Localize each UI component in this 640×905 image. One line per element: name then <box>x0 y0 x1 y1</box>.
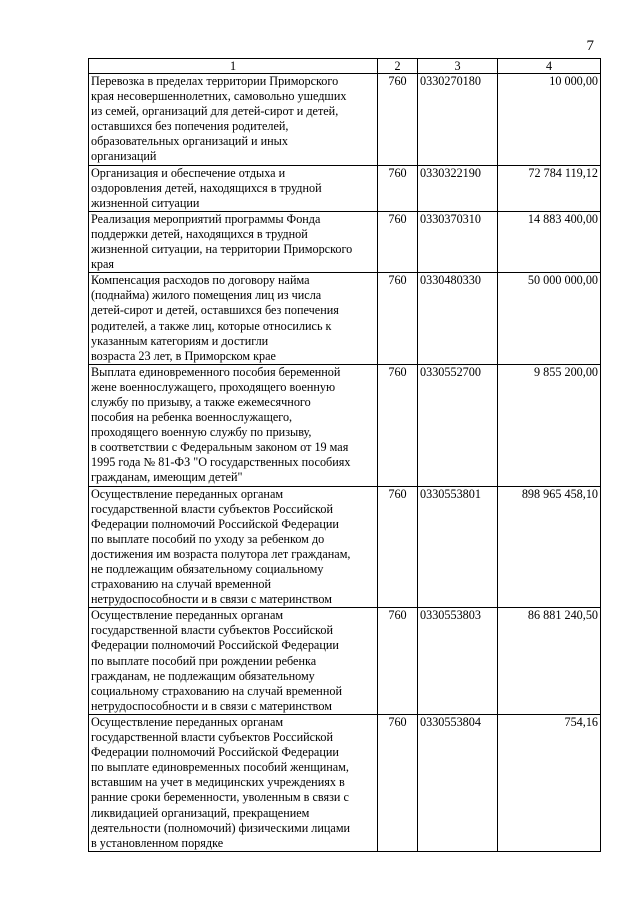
row-description-line: в соответствии с Федеральным законом от 19 мая <box>91 440 349 455</box>
table-row <box>89 714 601 851</box>
row-description-line: организаций <box>91 149 157 164</box>
row-description-line: 1995 года № 81-ФЗ "О государственных пособиях <box>91 455 351 470</box>
table-row <box>89 486 601 608</box>
column-header-amount: 4 <box>498 59 601 74</box>
row-description-line: вставшим на учет в медицинских учреждениях в <box>91 775 345 790</box>
row-department-code: 760 <box>378 74 418 166</box>
row-description <box>89 486 378 608</box>
row-description-line: Федерации полномочий Российской Федерации <box>91 745 339 760</box>
row-amount: 86 881 240,50 <box>498 608 601 715</box>
table-row <box>89 211 601 272</box>
row-description-line: Выплата единовременного пособия беременной <box>91 364 341 379</box>
row-description-line: Осуществление переданных органам <box>91 714 284 729</box>
row-description-line: социальному страхованию на случай временной <box>91 683 342 698</box>
row-description-line: из семей, организаций для детей-сирот и детей, <box>91 104 339 119</box>
row-description-line: проходящего военную службу по призыву, <box>91 425 312 440</box>
table-row <box>89 364 601 486</box>
row-description-line: указанным категориям и достигли <box>91 333 269 348</box>
row-amount: 754,16 <box>498 714 601 851</box>
row-description-line: в установленном порядке <box>91 835 224 850</box>
table-row <box>89 608 601 715</box>
row-target-code: 0330552700 <box>418 364 498 486</box>
row-description-line: края несовершеннолетних, самовольно ушедших <box>91 89 347 104</box>
row-description-line: страхованию на случай временной <box>91 577 272 592</box>
row-amount: 14 883 400,00 <box>498 211 601 272</box>
row-description-line: родителей, а также лиц, которые относились к <box>91 318 332 333</box>
row-description-line: Организация и обеспечение отдыха и <box>91 165 286 180</box>
table-row <box>89 74 601 166</box>
table-header-row <box>89 59 601 74</box>
row-description-line: по выплате пособий по уходу за ребенком до <box>91 531 325 546</box>
column-header-department: 2 <box>378 59 418 74</box>
row-target-code: 0330553803 <box>418 608 498 715</box>
row-department-code: 760 <box>378 364 418 486</box>
row-description <box>89 714 378 851</box>
row-description-line: Перевозка в пределах территории Приморского <box>91 74 339 88</box>
row-description-line: Компенсация расходов по договору найма <box>91 273 310 288</box>
row-description-line: возраста 23 лет, в Приморском крае <box>91 348 276 363</box>
table-row <box>89 165 601 211</box>
row-description-line: жизненной ситуации <box>91 195 200 210</box>
budget-table <box>88 58 601 852</box>
row-amount: 72 784 119,12 <box>498 165 601 211</box>
row-description-line: оздоровления детей, находящихся в трудной <box>91 180 322 195</box>
row-description-line: (поднайма) жилого помещения лиц из числа <box>91 288 322 303</box>
row-department-code: 760 <box>378 165 418 211</box>
row-description-line: края <box>91 257 115 272</box>
row-target-code: 0330270180 <box>418 74 498 166</box>
row-description-line: государственной власти субъектов Российской <box>91 730 333 745</box>
row-amount: 9 855 200,00 <box>498 364 601 486</box>
row-department-code: 760 <box>378 486 418 608</box>
row-description-line: поддержки детей, находящихся в трудной <box>91 226 308 241</box>
row-description-line: службу по призыву, а также ежемесячного <box>91 394 311 409</box>
row-description-line: нетрудоспособности и в связи с материнством <box>91 698 332 713</box>
row-description <box>89 273 378 365</box>
row-description-line: образовательных организаций и иных <box>91 134 288 149</box>
row-description-line: по выплате единовременных пособий женщинам, <box>91 760 349 775</box>
row-description-line: детей-сирот и детей, оставшихся без попечения <box>91 303 339 318</box>
row-description-line: жене военнослужащего, проходящего военную <box>91 379 336 394</box>
row-amount: 898 965 458,10 <box>498 486 601 608</box>
row-description-line: Федерации полномочий Российской Федерации <box>91 516 339 531</box>
row-target-code: 0330480330 <box>418 273 498 365</box>
table-body <box>89 74 601 852</box>
row-description-line: государственной власти субъектов Российской <box>91 501 333 516</box>
row-description-line: Реализация мероприятий программы Фонда <box>91 211 321 226</box>
row-target-code: 0330322190 <box>418 165 498 211</box>
row-description-line: Федерации полномочий Российской Федерации <box>91 638 339 653</box>
row-target-code: 0330553801 <box>418 486 498 608</box>
row-description-line: оставшихся без попечения родителей, <box>91 119 289 134</box>
row-description <box>89 165 378 211</box>
row-description-line: пособия на ребенка военнослужащего, <box>91 410 293 425</box>
row-description-line: по выплате пособий при рождении ребенка <box>91 653 317 668</box>
column-header-description: 1 <box>89 59 378 74</box>
row-description-line: жизненной ситуации, на территории Приморского <box>91 242 353 257</box>
row-target-code: 0330370310 <box>418 211 498 272</box>
row-description-line: ликвидацией организаций, прекращением <box>91 805 310 820</box>
page-number: 7 <box>586 38 594 54</box>
row-description-line: не подлежащим обязательному социальному <box>91 562 324 576</box>
row-description-line: деятельности (полномочий) физическими лицами <box>91 820 351 835</box>
row-department-code: 760 <box>378 714 418 851</box>
row-department-code: 760 <box>378 273 418 365</box>
row-description <box>89 364 378 486</box>
row-description-line: государственной власти субъектов Российской <box>91 623 333 638</box>
row-department-code: 760 <box>378 211 418 272</box>
row-description <box>89 211 378 272</box>
row-description-line: гражданам, имеющим детей" <box>91 470 243 485</box>
row-description-line: достижения им возраста полутора лет гражданам, <box>91 546 351 561</box>
row-amount: 10 000,00 <box>498 74 601 166</box>
row-description <box>89 608 378 715</box>
column-header-target-code: 3 <box>418 59 498 74</box>
row-description-line: Осуществление переданных органам <box>91 608 284 623</box>
row-amount: 50 000 000,00 <box>498 273 601 365</box>
row-department-code: 760 <box>378 608 418 715</box>
row-description-line: гражданам, не подлежащим обязательному <box>91 668 315 683</box>
row-target-code: 0330553804 <box>418 714 498 851</box>
row-description-line: ранние сроки беременности, уволенным в связи с <box>91 790 349 805</box>
row-description <box>89 74 378 166</box>
row-description-line: Осуществление переданных органам <box>91 486 284 501</box>
table-row <box>89 273 601 365</box>
row-description-line: нетрудоспособности и в связи с материнством <box>91 592 332 607</box>
